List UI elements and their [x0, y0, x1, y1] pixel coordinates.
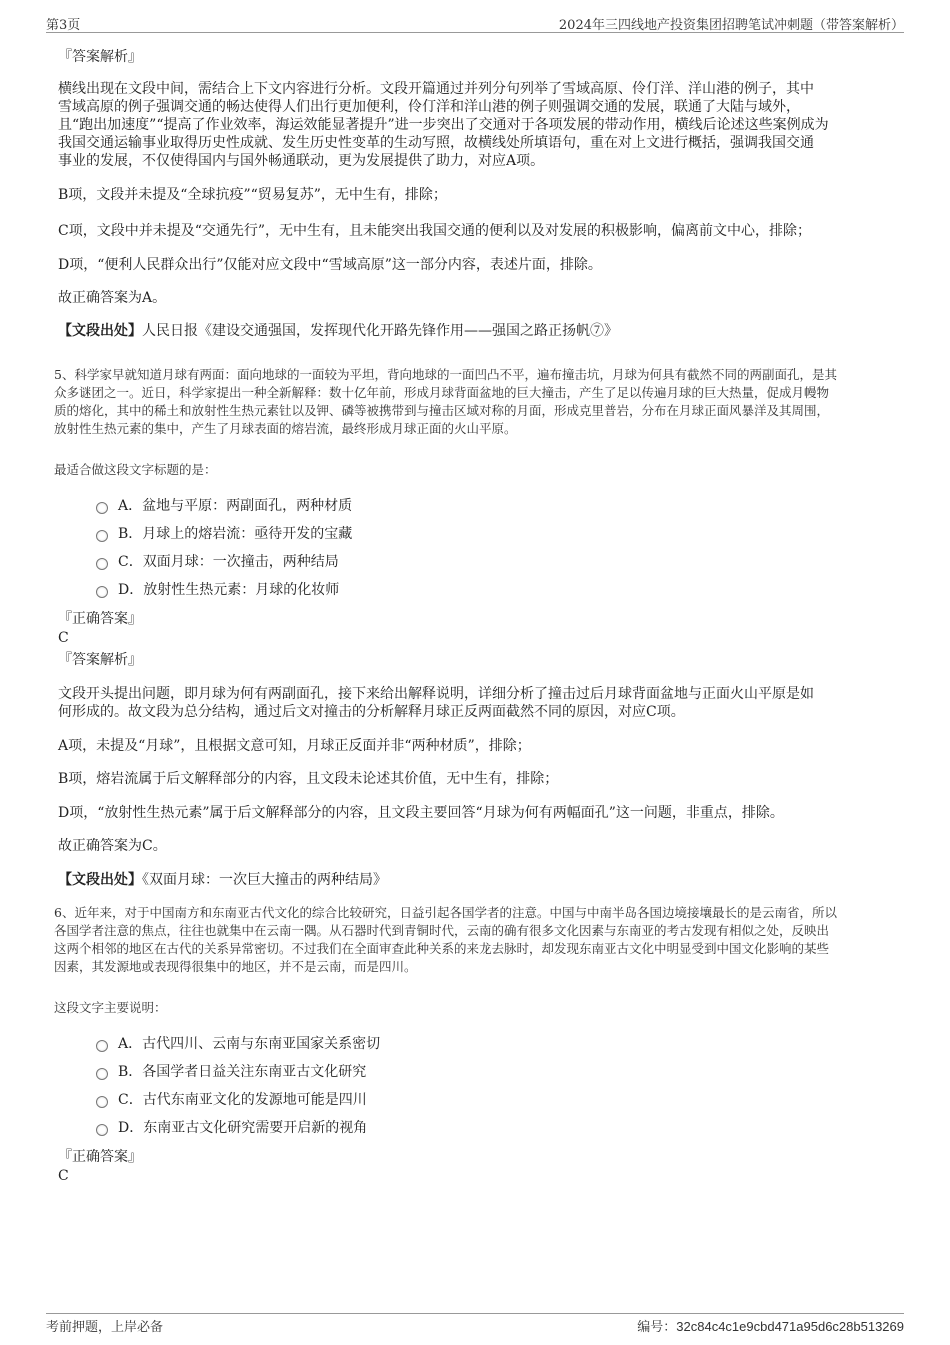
radio-button-icon[interactable]	[96, 1068, 108, 1080]
radio-button-icon[interactable]	[96, 1040, 108, 1052]
q4-source	[58, 322, 888, 340]
q6-option-c[interactable]	[96, 1090, 367, 1110]
q5-analysis-line: 何形成的。故文段为总分结构，通过后文对撞击的分析解释月球正反两面截然不同的原因，对应C项。	[58, 704, 685, 720]
option-label: C．古代东南亚文化的发源地可能是四川	[118, 1092, 367, 1108]
q5-analysis-line: 文段开头提出问题，即月球为何有两副面孔，接下来给出解释说明，详细分析了撞击过后月球背面盆地与正面火山平原是如	[58, 686, 814, 702]
radio-button-icon[interactable]	[96, 502, 108, 514]
q4-analysis-line: 且“跑出加速度”“提高了作业效率，海运效能显著提升”进一步突出了交通对于各项发展的带动作用，横线后论述这些案例成为	[58, 117, 829, 133]
option-label: D．放射性生热元素：月球的化妆师	[118, 582, 340, 598]
radio-button-icon[interactable]	[96, 558, 108, 570]
page-number: 第3页	[46, 18, 81, 33]
q5-analysis-paragraph	[58, 685, 888, 721]
q5-option-d[interactable]	[96, 580, 339, 600]
q5-analysis-heading: 『答案解析』	[58, 652, 142, 668]
q5-stem-line: 放射性生热元素的集中，产生了月球表面的熔岩流，最终形成月球正面的火山平原。	[54, 421, 517, 436]
q5-source-label: 【文段出处】	[58, 872, 142, 888]
footer-slogan: 考前押题，上岸必备	[46, 1320, 164, 1335]
q4-option-d-note: D项，“便利人民群众出行”仅能对应文段中“雪域高原”这一部分内容，表述片面，排除。	[58, 257, 602, 273]
q5-stem-line: 5、科学家早就知道月球有两面：面向地球的一面较为平坦，背向地球的一面凹凸不平，遍布撞击坑，月球为何具有截然不同的两副面孔，是其	[54, 367, 837, 382]
q5-stem-line: 质的熔化，其中的稀土和放射性生热元素钍以及钾、磷等被携带到与撞击区域对称的月面，形成克里普岩，分布在月球正面风暴洋及其周围，	[54, 403, 830, 418]
q5-option-b[interactable]	[96, 524, 352, 544]
page-footer	[46, 1313, 904, 1334]
q4-source-text: 人民日报《建设交通强国，发挥现代化开路先锋作用——强国之路正扬帆⑦》	[142, 323, 618, 339]
q5-stem-line: 众多谜团之一。近日，科学家提出一种全新解释：数十亿年前，形成月球背面盆地的巨大撞击，产生了足以传遍月球的巨大热量，促成月幔物	[54, 385, 830, 400]
q5-option-a-note: A项，未提及“月球”，且根据文意可知，月球正反面并非“两种材质”，排除；	[58, 738, 531, 754]
page-header	[46, 14, 904, 33]
q5-option-a[interactable]	[96, 496, 352, 516]
option-label: D．东南亚古文化研究需要开启新的视角	[118, 1120, 368, 1136]
q4-analysis-line: 我国交通运输事业取得历史性成就、发生历史性变革的生动写照，故横线处所填语句，重在对上文进行概括，强调我国交通	[58, 135, 814, 151]
q6-prompt: 这段文字主要说明：	[54, 1000, 167, 1015]
q6-stem-line: 因素，其发源地或表现得很集中的地区，并不是云南，而是四川。	[54, 959, 417, 974]
q4-analysis-paragraph	[58, 80, 888, 170]
option-label: A．盆地与平原：两副面孔，两种材质	[118, 498, 353, 514]
q6-option-a[interactable]	[96, 1034, 380, 1054]
option-label: B．各国学者日益关注东南亚古文化研究	[118, 1064, 367, 1080]
q6-option-d[interactable]	[96, 1118, 367, 1138]
code-label: 编号：	[637, 1320, 677, 1335]
q4-option-c-note: C项，文段中并未提及“交通先行”，无中生有，且未能突出我国交通的便利以及对发展的积极影响，偏离前文中心，排除；	[58, 223, 812, 239]
q6-stem-line: 各国学者注意的焦点，往往也就集中在云南一隅。从石器时代到青铜时代，云南的确有很多文化因素与东南亚的考古发现有相似之处，反映出	[54, 923, 830, 938]
q5-correct-answer: C	[58, 630, 69, 646]
option-label: B．月球上的熔岩流：亟待开发的宝藏	[118, 526, 353, 542]
q5-prompt: 最适合做这段文字标题的是：	[54, 462, 217, 477]
q5-conclusion: 故正确答案为C。	[58, 838, 167, 854]
q6-stem-line: 6、近年来，对于中国南方和东南亚古代文化的综合比较研究，日益引起各国学者的注意。中国与中南半岛各国边境接壤最长的是云南省，所以	[54, 905, 837, 920]
q5-source-text: 《双面月球：一次巨大撞击的两种结局》	[142, 872, 387, 888]
q4-source-label: 【文段出处】	[58, 323, 142, 339]
document-code	[637, 1316, 904, 1335]
option-label: C．双面月球：一次撞击，两种结局	[118, 554, 339, 570]
radio-button-icon[interactable]	[96, 1096, 108, 1108]
q6-stem	[54, 904, 896, 976]
q4-analysis-heading: 『答案解析』	[58, 49, 142, 65]
q6-option-b[interactable]	[96, 1062, 366, 1082]
radio-button-icon[interactable]	[96, 1124, 108, 1136]
q5-stem	[54, 366, 896, 438]
q5-option-c[interactable]	[96, 552, 339, 572]
q5-option-d-note: D项，“放射性生热元素”属于后文解释部分的内容，且文段主要回答“月球为何有两幅面孔”这一问题，非重点，排除。	[58, 805, 784, 821]
q6-stem-line: 这两个相邻的地区在古代的关系异常密切。不过我们在全面审查此种关系的来龙去脉时，却发现东南亚古文化中明显受到中国文化影响的某些	[54, 941, 830, 956]
option-label: A．古代四川、云南与东南亚国家关系密切	[118, 1036, 381, 1052]
q6-correct-answer: C	[58, 1168, 69, 1184]
q4-conclusion: 故正确答案为A。	[58, 290, 167, 306]
q4-analysis-line: 横线出现在文段中间，需结合上下文内容进行分析。文段开篇通过并列分句列举了雪域高原、伶仃洋、洋山港的例子，其中	[58, 81, 814, 97]
radio-button-icon[interactable]	[96, 530, 108, 542]
radio-button-icon[interactable]	[96, 586, 108, 598]
q4-option-b-note: B项，文段并未提及“全球抗疫”“贸易复苏”，无中生有，排除；	[58, 187, 447, 203]
q6-correct-heading: 『正确答案』	[58, 1149, 142, 1165]
q5-option-b-note: B项，熔岩流属于后文解释部分的内容，且文段未论述其价值，无中生有，排除；	[58, 771, 559, 787]
q4-analysis-line: 雪域高原的例子强调交通的畅达使得人们出行更加便利，伶仃洋和洋山港的例子则强调交通的发展，联通了大陆与域外，	[58, 99, 800, 115]
q5-source	[58, 871, 888, 889]
q4-analysis-line: 事业的发展，不仅使得国内与国外畅通联动，更为发展提供了助力，对应A项。	[58, 153, 545, 169]
document-title: 2024年三四线地产投资集团招聘笔试冲刺题（带答案解析）	[558, 18, 904, 33]
code-value: 32c84c4c1e9cbd471a95d6c28b513269	[676, 1319, 904, 1334]
q5-correct-heading: 『正确答案』	[58, 611, 142, 627]
